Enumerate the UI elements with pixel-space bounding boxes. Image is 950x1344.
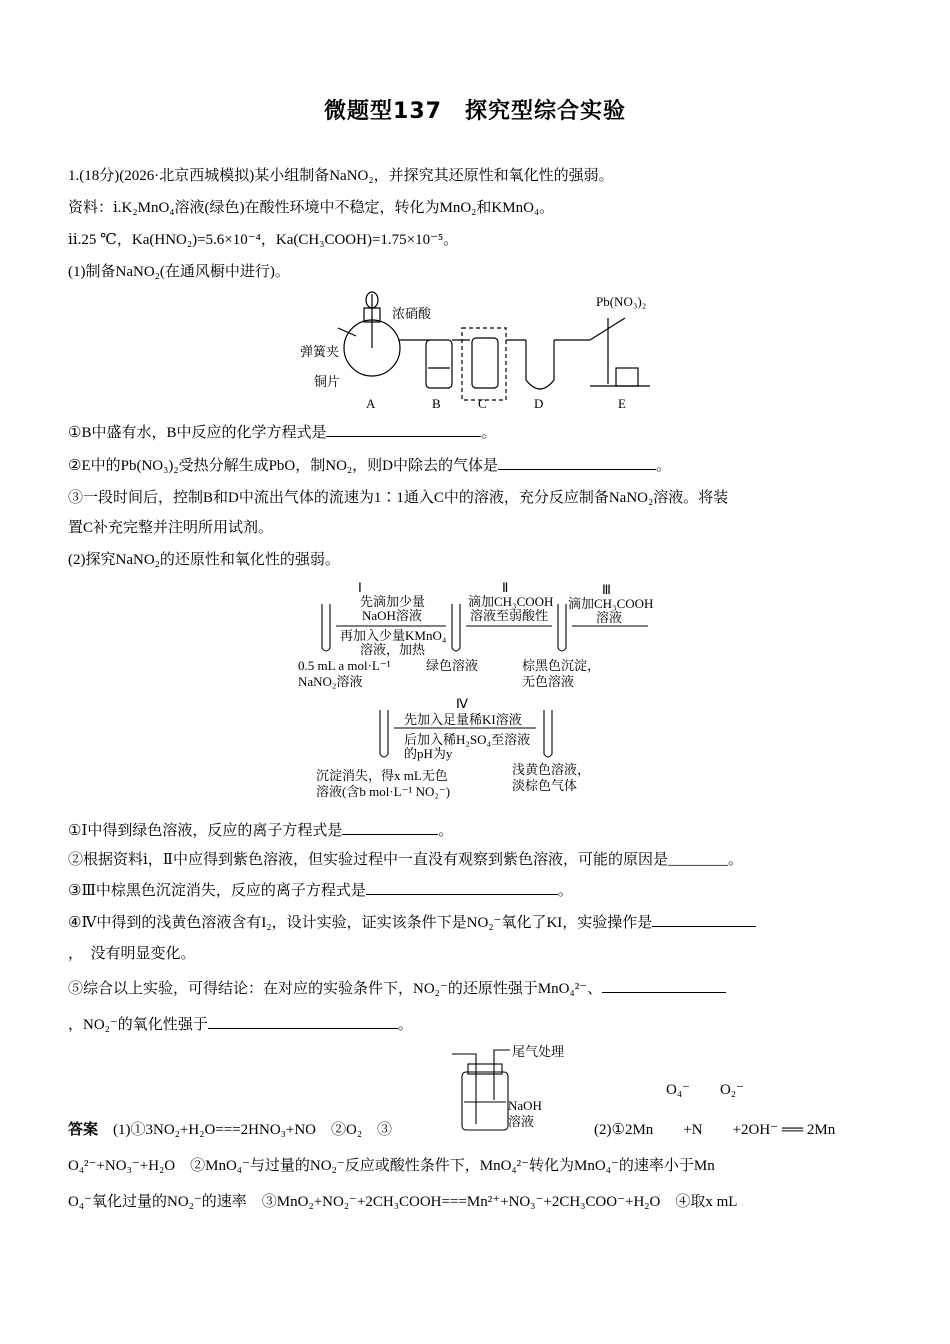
step1-bottom2: 溶液，加热 (360, 642, 426, 657)
answer-floating-ions: O₄⁻ O₂⁻ (666, 1082, 744, 1098)
step1-bottom: 再加入少量KMnO₄ (340, 628, 447, 643)
question-1-2: ②E中的Pb(NO₃)₂受热分解生成PbO，制NO₂，则D中除去的气体是 。 (68, 455, 671, 476)
answer-blank[interactable] (366, 880, 558, 895)
part1-heading: (1)制备NaNO₂(在通风橱中进行)。 (68, 264, 290, 280)
naoh-label: NaOH (508, 1098, 542, 1113)
result-right-2: 淡棕色气体 (512, 778, 578, 793)
step2-top: 滴加CH₃COOH (468, 594, 554, 609)
step3-bottom: 溶液 (596, 610, 623, 625)
spring-clip-label: 弹簧夹 (300, 344, 340, 359)
step3-top: 滴加CH₃COOH (568, 596, 654, 611)
question-2-5b: ，NO₂⁻的氧化性强于 。 (68, 1014, 413, 1035)
answer-line-1: 答案 (1)①3NO₂+H₂O===2HNO₃+NO ②O₂ ③ (68, 1122, 393, 1138)
question-2-2: ②根据资料ⅰ，Ⅱ中应得到紫色溶液，但实验过程中一直没有观察到紫色溶液，可能的原因是________。 (68, 852, 743, 868)
answer-blank[interactable] (342, 820, 438, 835)
step4-top: 先加入足量稀KI溶液 (404, 712, 522, 727)
pbno3-label: Pb(NO₃)₂ (596, 294, 647, 309)
step2-label: Ⅱ (502, 580, 509, 595)
step1-top: 先滴加少量 (360, 594, 426, 609)
question-1-1: ①B中盛有水，B中反应的化学方程式是 。 (68, 422, 496, 443)
copper-label: 铜片 (314, 374, 341, 389)
question-2-4a: ④Ⅳ中得到的浅黄色溶液含有I₂，设计实验，证实该条件下是NO₂⁻氧化了KI，实验操作是 (68, 912, 756, 933)
question-stem: 1.(18分)(2026·北京西城模拟)某小组制备NaNO₂，并探究其还原性和氧化性的强弱。 (68, 168, 614, 184)
step4-bottom: 后加入稀H₂SO₄至溶液 (404, 732, 531, 747)
unit-b-label: B (432, 396, 441, 411)
step1-label: Ⅰ (358, 580, 362, 595)
result-left-2: 溶液(含b mol·L⁻¹ NO₂⁻) (316, 784, 451, 799)
colorless-solution: 无色溶液 (522, 674, 575, 689)
unit-e-label: E (618, 396, 626, 411)
absorber-figure (452, 1040, 582, 1136)
answer-blank[interactable] (208, 1014, 398, 1029)
answer-line-2: O₄²⁻+NO₃⁻+H₂O ②MnO₄⁻与过量的NO₂⁻反应或酸性条件下，MnO₄²⁻转化为MnO₄⁻的速率小于Mn (68, 1158, 715, 1174)
tail-gas-label: 尾气处理 (512, 1044, 565, 1059)
page-title: 微题型137 探究型综合实验 (324, 99, 626, 124)
apparatus-figure (290, 288, 670, 414)
unit-d-label: D (534, 396, 544, 411)
answer-line-3: O₄⁻氧化过量的NO₂⁻的速率 ③MnO₂+NO₂⁻+2CH₃COOH===Mn²⁺+NO₃⁻+2CH₃COO⁻+H₂O ④取x mL (68, 1194, 738, 1210)
question-2-4b: ， 没有明显变化。 (68, 946, 196, 962)
question-2-3: ③Ⅲ中棕黑色沉淀消失，反应的离子方程式是 。 (68, 880, 573, 901)
result-right-1: 浅黄色溶液， (512, 762, 591, 777)
answer-blank[interactable] (326, 422, 481, 437)
question-1-3b: 置C补充完整并注明所用试剂。 (68, 520, 274, 536)
unit-a-label: A (366, 396, 376, 411)
question-2-5a: ⑤综合以上实验，可得结论：在对应的实验条件下，NO₂⁻的还原性强于MnO₄²⁻、 (68, 978, 726, 999)
info-ii: ⅱ.25 ℃，Ka(HNO₂)=5.6×10⁻⁴，Ka(CH₃COOH)=1.75×10⁻⁵。 (68, 232, 459, 248)
flow-figure (296, 578, 656, 810)
part2-heading: (2)探究NaNO₂的还原性和氧化性的强弱。 (68, 552, 340, 568)
result-left-1: 沉淀消失，得x mL无色 (316, 768, 448, 783)
brown-precipitate: 棕黑色沉淀， (522, 658, 601, 673)
step4-label: Ⅳ (456, 696, 468, 711)
step2-bottom: 溶液至弱酸性 (470, 608, 549, 623)
answer-blank[interactable] (498, 455, 656, 470)
info-i: 资料：ⅰ.K₂MnO₄溶液(绿色)在酸性环境中不稳定，转化为MnO₂和KMnO₄。 (68, 200, 555, 216)
green-solution: 绿色溶液 (426, 658, 479, 673)
question-2-1: ①Ⅰ中得到绿色溶液，反应的离子方程式是 。 (68, 820, 453, 841)
unit-c-label: C (478, 396, 487, 411)
step3-label: Ⅲ (602, 582, 611, 597)
start-conc: 0.5 mL a mol·L⁻¹ (298, 658, 391, 673)
answer-line-1b: (2)①2Mn +N +2OH⁻ ══ 2Mn (594, 1122, 836, 1138)
step4-bottom2: 的pH为y (404, 746, 453, 761)
start-solution: NaNO₂溶液 (298, 674, 363, 689)
answer-blank[interactable] (602, 978, 726, 993)
solution-label: 溶液 (508, 1114, 535, 1129)
question-1-3a: ③一段时间后，控制B和D中流出气体的流速为1∶1通入C中的溶液，充分反应制备NaNO₂溶液。将装 (68, 490, 729, 506)
answer-blank[interactable] (652, 912, 756, 927)
answer-label: 答案 (68, 1122, 99, 1138)
step1-top2: NaOH溶液 (362, 608, 422, 623)
conc-acid-label: 浓硝酸 (392, 306, 432, 321)
